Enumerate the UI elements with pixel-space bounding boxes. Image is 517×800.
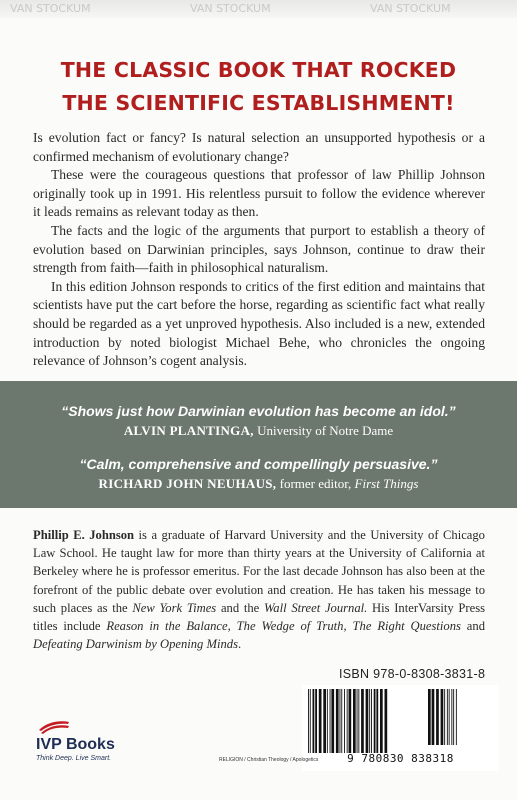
barcode-bar (449, 689, 450, 745)
barcode-bar (315, 689, 317, 753)
headline-line-2: THE SCIENTIFIC ESTABLISHMENT! (62, 91, 455, 115)
headline (0, 54, 517, 120)
barcode-bar (313, 689, 315, 753)
barcode-bar (376, 689, 378, 753)
barcode-bar (308, 689, 309, 753)
barcode-bar (432, 689, 435, 745)
description-paragraph: The facts and the logic of the arguments that purport to establish a theory of evolution based on Darwinian principles, says Johnson, continue to draw their strength from faith—faith in philosophical naturalism. (33, 222, 485, 276)
endorsement-band (0, 381, 517, 508)
publisher-tagline: Think Deep. Live Smart. (36, 755, 112, 762)
barcode-bar (441, 689, 444, 745)
endorser-affiliation: former editor, (276, 476, 355, 491)
barcode-bar (361, 689, 364, 753)
category-label: RELIGION / Christian Theology / Apologetics (219, 757, 319, 763)
barcode-bar (385, 689, 388, 753)
barcode-bar (369, 689, 370, 753)
endorser-name: ALVIN PLANTINGA, (123, 423, 254, 438)
barcode-bar (310, 689, 311, 753)
barcode-bar (444, 689, 445, 745)
book-description (33, 129, 485, 371)
barcode-bar (380, 689, 383, 753)
author-bio-text: Phillip E. Johnson is a graduate of Harvard University and the University of Chicago Law School. He taught law for more than thirty years at the University of California at Berkeley where he is professor emeritus. For the last decade Johnson has also been at the forefront of the public debate over evolution and creation. He has taken his message to such places as the New York Times and the Wall Street Journal. His InterVarsity Press titles include Reason in the Balance, The Wedge of Truth, The Right Questions and Defeating Darwinism by Opening Minds. (33, 528, 486, 652)
barcode-bar (327, 689, 328, 753)
barcode-bar (436, 689, 439, 745)
barcode-bar (357, 689, 358, 753)
description-paragraph: These were the courageous questions that professor of law Phillip Johnson originally took up in 1991. His relentless pursuit to follow the evidence wherever it leads remains as relevant today as then. (33, 167, 485, 220)
barcode-bar (344, 689, 345, 753)
endorsement-quote: “Shows just how Darwinian evolution has become an idol.” (61, 403, 456, 419)
author-name: Phillip E. Johnson (33, 528, 135, 542)
barcode-bar (371, 689, 372, 753)
endorser-publication: First Things (354, 476, 419, 491)
barcode-bar (331, 689, 334, 753)
watermark-text: VAN STOCKUM (10, 2, 91, 15)
barcode-bar (323, 689, 326, 753)
description-paragraph: In this edition Johnson responds to critics of the first edition and maintains that scientists have put the cart before the horse, regarding as scientific fact what really should be regarded as a yet unproved hypothesis. Also included is a new, extended introduction by noted biologist Michael Behe, who chronicles the ongoing relevance of Johnson’s cogent analysis. (33, 278, 485, 369)
watermark-strip (0, 0, 517, 18)
endorser-name: RICHARD JOHN NEUHAUS, (98, 476, 277, 491)
barcode-bar (353, 689, 356, 753)
endorser-affiliation: University of Notre Dame (253, 423, 394, 438)
publisher-name: IVP Books (36, 736, 115, 753)
headline-line-1: THE CLASSIC BOOK THAT ROCKED (60, 58, 457, 82)
barcode-bar (447, 689, 448, 745)
barcode-digits: 9 780830 838318 (347, 752, 454, 765)
barcode-bar (347, 689, 348, 753)
endorsement-attribution (0, 423, 517, 439)
watermark-text: VAN STOCKUM (370, 2, 451, 15)
ivp-logo-icon (37, 718, 71, 734)
barcode-bar (330, 689, 331, 753)
barcode-main (306, 689, 420, 753)
endorsement-quote: “Calm, comprehensive and compellingly persuasive.” (79, 456, 438, 472)
barcode-bar (319, 689, 322, 753)
barcode-bar (341, 689, 342, 753)
barcode-bar (374, 689, 376, 753)
isbn-barcode (302, 685, 499, 771)
barcode-addon (426, 689, 494, 745)
author-bio (33, 526, 485, 653)
description-paragraph: Is evolution fact or fancy? Is natural selection an unsupported hypothesis or a confirmed mechanism of evolutionary change? (33, 130, 485, 164)
isbn-label: ISBN 978-0-8308-3831-8 (339, 667, 486, 681)
barcode-bar (340, 689, 341, 753)
barcode-bar (453, 689, 454, 745)
barcode-bar (456, 689, 457, 745)
barcode-bar (358, 689, 359, 753)
watermark-text: VAN STOCKUM (190, 2, 271, 15)
barcode-bar (336, 689, 339, 753)
barcode-bar (349, 689, 352, 753)
endorsement-attribution (0, 476, 517, 492)
barcode-bar (428, 689, 431, 745)
barcode-bar (366, 689, 369, 753)
barcode-bar (451, 689, 452, 745)
